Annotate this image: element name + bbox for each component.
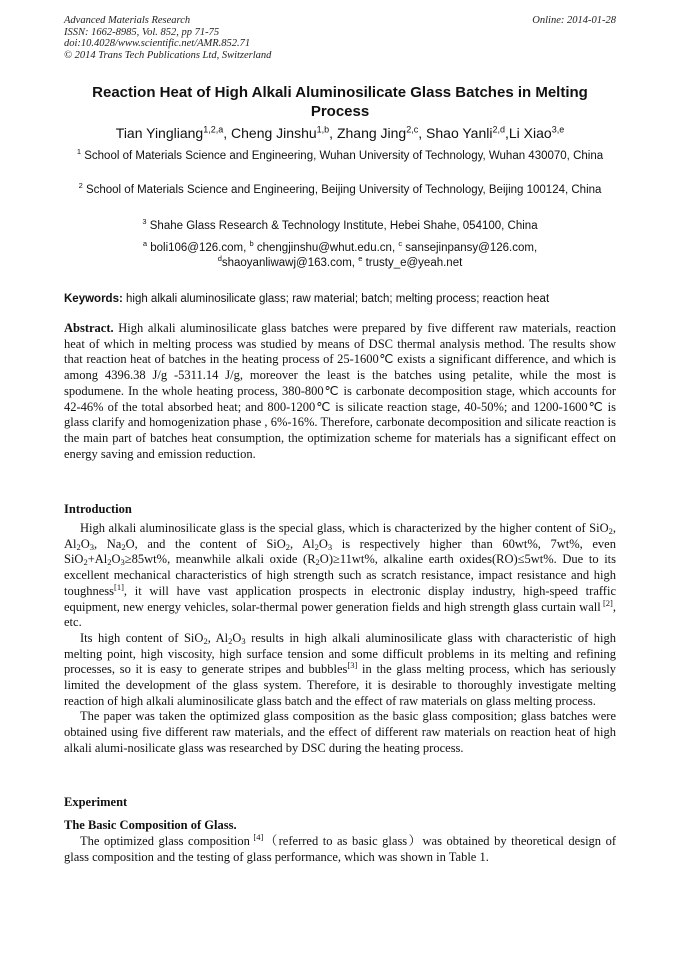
citation-2[interactable]: [2] (600, 597, 613, 608)
copyright-line: © 2014 Trans Tech Publications Ltd, Switzerland (64, 49, 272, 61)
author-sup: 2,d (492, 124, 505, 135)
author-name: Shao Yanli (426, 125, 493, 141)
citation-1[interactable]: [1] (114, 581, 124, 592)
affiliation-number: 3 (142, 217, 147, 227)
email-list: $^a$ boli106@126.com, $^b$ chengjinshu@whut.edu.cn, $^c$ sansejinpansy@126.com, $^d$shaoyanliwawj@163.com, $^e$ trusty_e@yeah.net (142, 239, 538, 269)
author-name: Li Xiao (508, 125, 552, 141)
journal-name: Advanced Materials Research (64, 15, 191, 26)
affiliation-3 (64, 219, 616, 235)
affiliation-text: Shahe Glass Research & Technology Institute, Hebei Shahe, 054100, China (149, 220, 538, 232)
paper-title: Reaction Heat of High Alkali Aluminosilicate Glass Batches in Melting Process (92, 84, 588, 120)
author-name: Tian Yingliang (115, 125, 204, 141)
affiliation-1 (64, 149, 616, 165)
abstract-text: High alkali aluminosilicate glass batches were prepared by five different raw materials, reaction heat of which in melting process was studied by means of DSC thermal analysis method. The results show that reaction heat of batches in the heating process of 25-1600℃ exists a significant difference, and which is among 4396.38 J/g -5311.14 J/g, moreover the least is the batches using petalite, while the most is spodumene. In the whole heating process, 380-800℃ is carbonate decomposition stage, which accounts for 42-46% of the total absorbed heat; and 800-1200℃ is silicate reaction stage, 40-50%; and 1200-1600℃ is glass clarify and homogenization phase , 6%-16%. Therefore, carbonate decomposition and silicate reaction is the main part of batches heat consumption, the optimization scheme for materials has a significant effect on energy saving and emission reduction. (64, 321, 616, 461)
experiment-paragraph-1: The optimized glass composition [4]（referred to as basic glass）was obtained by theoretical design of glass composition and the testing of glass performance, which was shown in Table 1. (64, 832, 616, 864)
experiment-heading: Experiment (64, 795, 128, 809)
email-a[interactable]: boli106@126.com, (150, 242, 247, 254)
affiliation-number: 1 (76, 147, 82, 157)
affiliation-number: 2 (78, 181, 83, 191)
doi-line: doi:10.4028/www.scientific.net/AMR.852.71 (64, 38, 251, 49)
author-sup: 2,c (406, 124, 419, 135)
intro-paragraph-2: Its high content of SiO$_2$, $Al_2O_3$ results in high alkali aluminosilicate glass with characteristic of high melting point, high viscosity, high surface tension and some difficult problems in its melting and refining processes, so it is easy to generate stripes and bubbles[3] in the glass melting process, which has seriously limited the development of the glass system. Therefore, it is desirable to thoroughly investigate melting reaction of high alkali aluminosilicate glass batch and the effect of raw materials on glass melting process. (64, 630, 616, 708)
author-sup: 1,b (316, 124, 330, 135)
email-d[interactable]: shaoyanliwawj@163.com, (221, 257, 356, 269)
intro-paragraph-3: The paper was taken the optimized glass composition as the basic glass composition; glass batches were obtained using five different raw materials, and the effect of different raw materials on reaction heat of high alkali alumi-nosilicate glass was researched by DSC during the heating process. (64, 709, 616, 755)
affiliation-text: School of Materials Science and Engineering, Wuhan University of Technology, Wuhan 430070, China (84, 150, 604, 162)
introduction-body (64, 521, 616, 757)
email-c[interactable]: sansejinpansy@126.com, (405, 242, 538, 254)
author-sup: 3,e (551, 124, 565, 135)
email-e[interactable]: trusty_e@yeah.net (365, 257, 463, 269)
abstract (64, 321, 616, 462)
author-list: Tian Yingliang$^{1,2,a}$, Cheng Jinshu$^{1,b}$, Zhang Jing$^{2,c}$, Shao Yanli$^{2,d}$,Li Xiao$^{3,e}$ (115, 124, 565, 141)
keywords-text: high alkali aluminosilicate glass; raw material; batch; melting process; reaction heat (126, 293, 550, 305)
intro-paragraph-1: High alkali aluminosilicate glass is the special glass, which is characterized by the higher content of SiO$_2$, $Al_2O_3$, $Na_2O$, and the content of SiO$_2$, $Al_2O_3$ is respectively higher than 60wt%, 7wt%, even $SiO_2+Al_2O_3\ge 85wt\%$, meanwhile alkali oxide $(R_2O)\ge 11wt\%$, alkaline earth oxides(RO)≤5wt%. Due to its excellent mechanical characteristics of high strength such as scratch resistance, impact resistance and high toughness[1], it will have vast application prospects in electronic display industry, high-speed traffic equipment, new energy vehicles, solar-thermal power generation fields and high strength glass curtain wall [2], etc. (64, 521, 616, 630)
author-name: Cheng Jinshu (231, 125, 317, 141)
keywords (64, 292, 616, 307)
abstract-label: Abstract. (64, 321, 114, 335)
issn-line: ISSN: 1662-8985, Vol. 852, pp 71-75 (64, 26, 220, 38)
author-name: Zhang Jing (336, 125, 407, 141)
citation-4[interactable]: [4] (249, 832, 264, 842)
keywords-label: Keywords: (64, 293, 123, 305)
experiment-body (64, 834, 616, 865)
email-b[interactable]: chengjinshu@whut.edu.cn, (256, 242, 396, 254)
citation-3[interactable]: [3] (347, 660, 358, 671)
affiliation-text: School of Materials Science and Engineering, Beijing University of Technology, Beijing 100124, China (85, 184, 602, 196)
basic-composition-heading: The Basic Composition of Glass. (64, 818, 237, 832)
affiliation-2 (64, 183, 616, 199)
author-sup: 1,2,a (203, 124, 224, 135)
introduction-heading: Introduction (64, 502, 132, 516)
online-date: Online: 2014-01-28 (532, 15, 616, 26)
journal-header (64, 15, 616, 61)
